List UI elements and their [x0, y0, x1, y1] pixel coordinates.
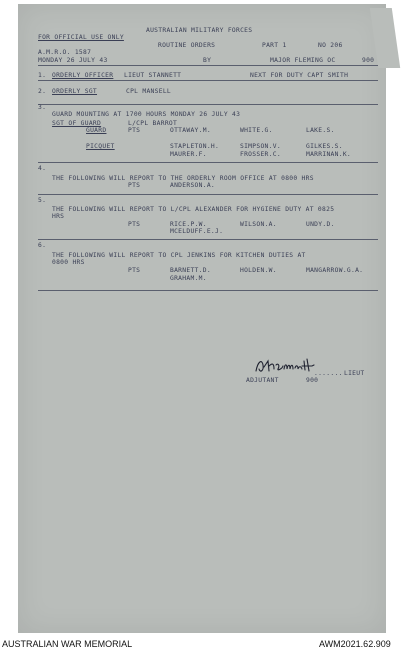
orderly-room-text: THE FOLLOWING WILL REPORT TO THE ORDERLY ROOM OFFICE AT 0800 HRS — [52, 175, 314, 182]
duty-name: RICE.P.W. — [170, 221, 207, 228]
duty-name: HOLDEN.W. — [240, 267, 277, 274]
duty-name: GRAHAM.M. — [170, 275, 207, 282]
official-use-label: FOR OFFICIAL USE ONLY — [38, 34, 124, 41]
duty-name: ANDERSON.A. — [170, 182, 216, 189]
unit-ref: A.M.R.O. 1587 — [38, 49, 92, 56]
duty-name: BARNETT.D. — [170, 267, 211, 274]
picquet-label: PICQUET — [86, 143, 115, 150]
item-number: 6. — [38, 242, 47, 249]
guard-mounting-text: GUARD MOUNTING AT 1700 HOURS MONDAY 26 JULY 43 — [52, 111, 241, 118]
picquet-name: FROSSER.C. — [240, 151, 281, 158]
item-rule — [38, 290, 378, 291]
item-number: 3. — [38, 104, 47, 111]
signature-title: ADJUTANT — [246, 377, 279, 384]
orderly-officer-value: LIEUT STANNETT — [124, 72, 182, 79]
duty-name: MANGARROW.G.A. — [306, 267, 364, 274]
picquet-name: GILKES.S. — [306, 143, 343, 150]
guard-name: OTTAWAY.M. — [170, 127, 211, 134]
part-label: PART 1 — [262, 42, 287, 49]
paper-fold — [370, 8, 400, 68]
order-number: NO 206 — [318, 42, 343, 49]
header-rule — [38, 65, 378, 66]
pts-label: PTS — [128, 182, 141, 189]
issued-by: MAJOR FLEMING OC — [270, 57, 336, 64]
signature-rank: LIEUT — [344, 370, 365, 377]
kitchen-duty-text-cont: 0800 HRS — [52, 259, 85, 266]
item-rule — [38, 239, 378, 240]
item-number: 4. — [38, 165, 47, 172]
header-code: 900 — [362, 57, 375, 64]
routine-orders-label: ROUTINE ORDERS — [158, 42, 216, 49]
order-date: MONDAY 26 JULY 43 — [38, 57, 108, 64]
document-sheet — [18, 4, 386, 633]
next-for-duty: NEXT FOR DUTY CAPT SMITH — [250, 72, 349, 79]
guard-name: LAKE.S. — [306, 127, 335, 134]
archive-name: AUSTRALIAN WAR MEMORIAL — [2, 639, 133, 649]
guard-label: GUARD — [86, 127, 107, 134]
picquet-name: STAPLETON.H. — [170, 143, 220, 150]
archive-footer — [0, 636, 405, 653]
duty-name: MCELDUFF.E.J. — [170, 228, 224, 235]
item-number: 5. — [38, 197, 47, 204]
duty-name: WILSON.A. — [240, 221, 277, 228]
item-rule — [38, 104, 378, 105]
hygiene-duty-text: THE FOLLOWING WILL REPORT TO L/CPL ALEXANDER FOR HYGIENE DUTY AT 0825 — [52, 206, 335, 213]
orderly-officer-label: ORDERLY OFFICER — [52, 72, 114, 79]
archive-reference: AWM2021.62.909 — [319, 639, 391, 649]
item-number: 1. — [38, 72, 47, 79]
pts-label: PTS — [128, 267, 141, 274]
document-title: AUSTRALIAN MILITARY FORCES — [146, 27, 253, 34]
item-rule — [38, 162, 378, 163]
pts-label: PTS — [128, 127, 141, 134]
item-number: 2. — [38, 88, 47, 95]
by-label: BY — [203, 57, 212, 64]
hygiene-duty-text-cont: HRS — [52, 213, 65, 220]
duty-name: UNDY.D. — [306, 221, 335, 228]
signature-code: 900 — [306, 377, 319, 384]
item-rule — [38, 194, 378, 195]
picquet-name: SIMPSON.V. — [240, 143, 281, 150]
kitchen-duty-text: THE FOLLOWING WILL REPORT TO CPL JENKINS FOR KITCHEN DUTIES AT — [52, 252, 306, 259]
orderly-sgt-value: CPL MANSELL — [126, 88, 172, 95]
picquet-name: MARRINAN.K. — [306, 151, 352, 158]
signature-dots: ....... — [314, 370, 343, 377]
picquet-name: MAURER.F. — [170, 151, 207, 158]
pts-label: PTS — [128, 221, 141, 228]
sgt-of-guard-label: SGT OF GUARD — [52, 120, 102, 127]
sgt-of-guard-value: L/CPL BARROT — [128, 120, 178, 127]
guard-name: WHITE.G. — [240, 127, 273, 134]
item-rule — [38, 80, 378, 81]
orderly-sgt-label: ORDERLY SGT — [52, 88, 98, 95]
